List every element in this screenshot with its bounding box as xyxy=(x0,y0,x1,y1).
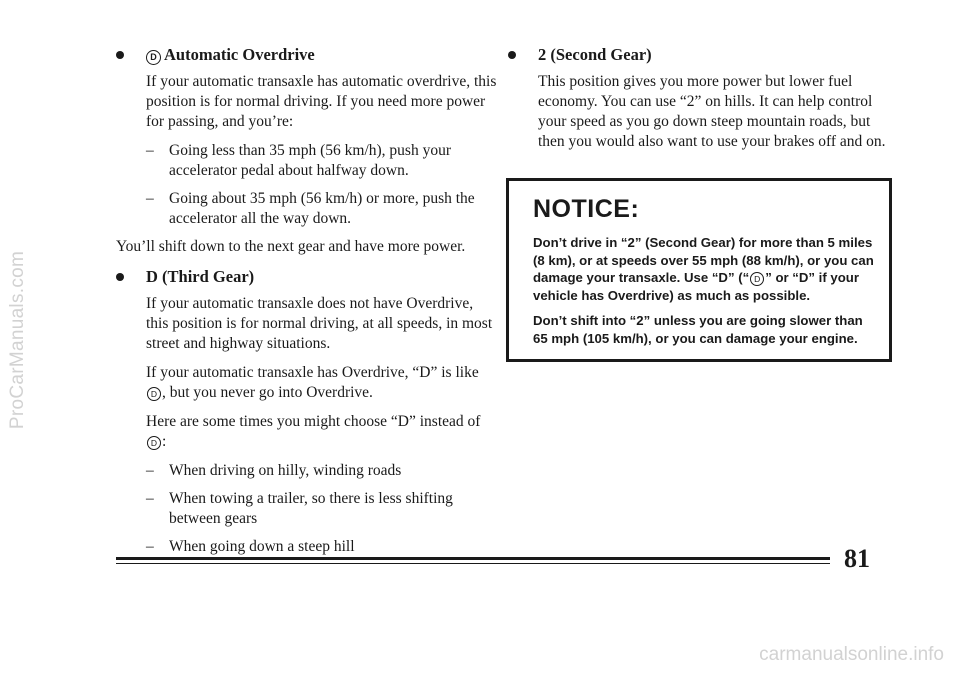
second-gear-p1: This position gives you more power but lower fuel economy. You can use “2” on hills. It can help control your speed as you go down steep mountain roads, but then you would also want to use your brakes off and on. xyxy=(538,73,886,150)
third-gear-dash-text-1: When driving on hilly, winding roads xyxy=(169,462,402,479)
third-gear-dash-item-2 xyxy=(146,489,498,529)
third-gear-p3 xyxy=(146,412,498,452)
dash-marker: – xyxy=(146,142,154,159)
third-gear-dash-item-1 xyxy=(146,461,498,481)
dash-marker: – xyxy=(146,462,154,479)
page-number: 81 xyxy=(844,544,870,573)
circled-d-overdrive-icon: D xyxy=(147,387,161,401)
second-gear-heading-text: 2 (Second Gear) xyxy=(538,45,652,64)
footer-rule-thin xyxy=(116,563,830,564)
overdrive-intro: If your automatic transaxle has automatic overdrive, this position is for normal driving. If you need more power for passing, and you’re: xyxy=(146,73,497,130)
bullet-icon xyxy=(116,51,124,59)
overdrive-dash-text-2: Going about 35 mph (56 km/h) or more, push the accelerator all the way down. xyxy=(169,190,475,227)
second-gear-heading xyxy=(508,44,890,66)
third-gear-p3-a: Here are some times you might choose “D” instead of xyxy=(146,413,481,430)
notice-p1 xyxy=(533,234,875,304)
side-watermark xyxy=(6,40,30,640)
third-gear-dash-text-3: When going down a steep hill xyxy=(169,538,355,555)
right-column xyxy=(508,44,890,161)
footer-rule-thick xyxy=(116,557,830,560)
notice-p2: Don’t shift into “2” unless you are going slower than 65 mph (105 km/h), or you can damage your engine. xyxy=(533,313,863,346)
third-gear-p1: If your automatic transaxle does not have Overdrive, this position is for normal driving, at all speeds, in most street and highway situations. xyxy=(146,295,493,352)
dash-marker: – xyxy=(146,190,154,207)
notice-p1-a: Don’t drive in “2” (Second Gear) for more than 5 miles (8 km), or at speeds over 55 mph (88 km/h), or you can damage your transaxle. Use “D” (“ xyxy=(533,235,874,285)
bottom-watermark: carmanualsonline.info xyxy=(759,644,944,665)
circled-d-overdrive-icon: D xyxy=(750,272,764,286)
third-gear-p2-b: , but you never go into Overdrive. xyxy=(162,384,373,401)
bullet-icon xyxy=(116,273,124,281)
dash-marker: – xyxy=(146,538,154,555)
third-gear-dash-item-3 xyxy=(146,537,498,557)
bullet-icon xyxy=(508,51,516,59)
circled-d-overdrive-icon: D xyxy=(147,436,161,450)
side-watermark-text: ProCarManuals.com xyxy=(7,250,28,430)
circled-d-overdrive-icon: D xyxy=(146,50,161,65)
third-gear-p2 xyxy=(146,363,498,403)
third-gear-p2-a: If your automatic transaxle has Overdrive, “D” is like xyxy=(146,364,479,381)
overdrive-heading xyxy=(116,44,498,66)
overdrive-dash-item-2 xyxy=(146,189,498,229)
third-gear-heading-text: D (Third Gear) xyxy=(146,267,255,286)
notice-title: NOTICE: xyxy=(533,195,640,223)
overdrive-dash-text-1: Going less than 35 mph (56 km/h), push your accelerator pedal about halfway down. xyxy=(169,142,451,179)
left-column xyxy=(116,44,498,565)
notice-p1-b: ” or “D” if your vehicle has Overdrive) as much as possible. xyxy=(533,270,859,303)
overdrive-dash-item-1 xyxy=(146,141,498,181)
dash-marker: – xyxy=(146,490,154,507)
overdrive-after: You’ll shift down to the next gear and have more power. xyxy=(116,238,466,255)
notice-box xyxy=(506,178,892,362)
third-gear-heading xyxy=(116,266,498,288)
overdrive-heading-text: Automatic Overdrive xyxy=(164,45,315,64)
third-gear-dash-text-2: When towing a trailer, so there is less shifting between gears xyxy=(169,490,453,527)
third-gear-p3-b: : xyxy=(162,433,167,450)
